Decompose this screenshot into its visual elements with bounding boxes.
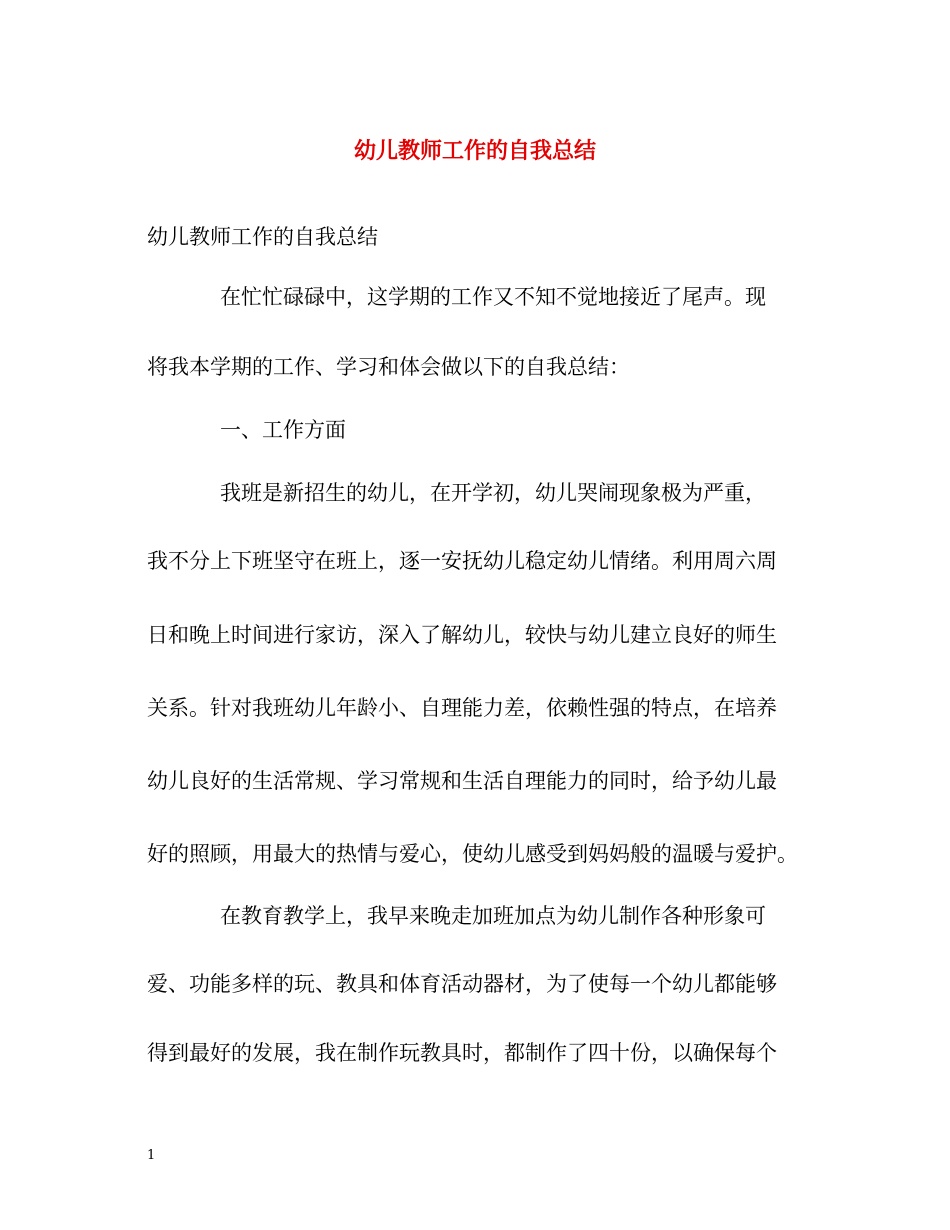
paragraph-line: 在教育教学上，我早来晚走加班加点为幼儿制作各种形象可 bbox=[220, 904, 766, 928]
paragraph-line: 我班是新招生的幼儿，在开学初，幼儿哭闹现象极为严重， bbox=[220, 481, 766, 505]
paragraph-line: 将我本学期的工作、学习和体会做以下的自我总结： bbox=[147, 355, 630, 379]
page-number: 1 bbox=[147, 1148, 156, 1163]
paragraph-line: 好的照顾，用最大的热情与爱心，使幼儿感受到妈妈般的温暖与爱护。 bbox=[147, 842, 798, 866]
paragraph-line: 关系。针对我班幼儿年龄小、自理能力差，依赖性强的特点，在培养 bbox=[147, 696, 777, 720]
paragraph-line: 幼儿良好的生活常规、学习常规和生活自理能力的同时，给予幼儿最 bbox=[147, 769, 777, 793]
paragraph-line: 我不分上下班坚守在班上，逐一安抚幼儿稳定幼儿情绪。利用周六周 bbox=[147, 549, 777, 573]
section-heading: 一、工作方面 bbox=[220, 418, 346, 442]
paragraph-line: 爱、功能多样的玩、教具和体育活动器材，为了使每一个幼儿都能够 bbox=[147, 972, 777, 996]
paragraph-line: 在忙忙碌碌中，这学期的工作又不知不觉地接近了尾声。现 bbox=[220, 285, 766, 309]
subtitle-line: 幼儿教师工作的自我总结 bbox=[147, 225, 378, 249]
document-title: 幼儿教师工作的自我总结 bbox=[353, 138, 596, 164]
paragraph-line: 得到最好的发展，我在制作玩教具时，都制作了四十份，以确保每个 bbox=[147, 1041, 777, 1065]
paragraph-line: 日和晚上时间进行家访，深入了解幼儿，较快与幼儿建立良好的师生 bbox=[147, 623, 777, 647]
